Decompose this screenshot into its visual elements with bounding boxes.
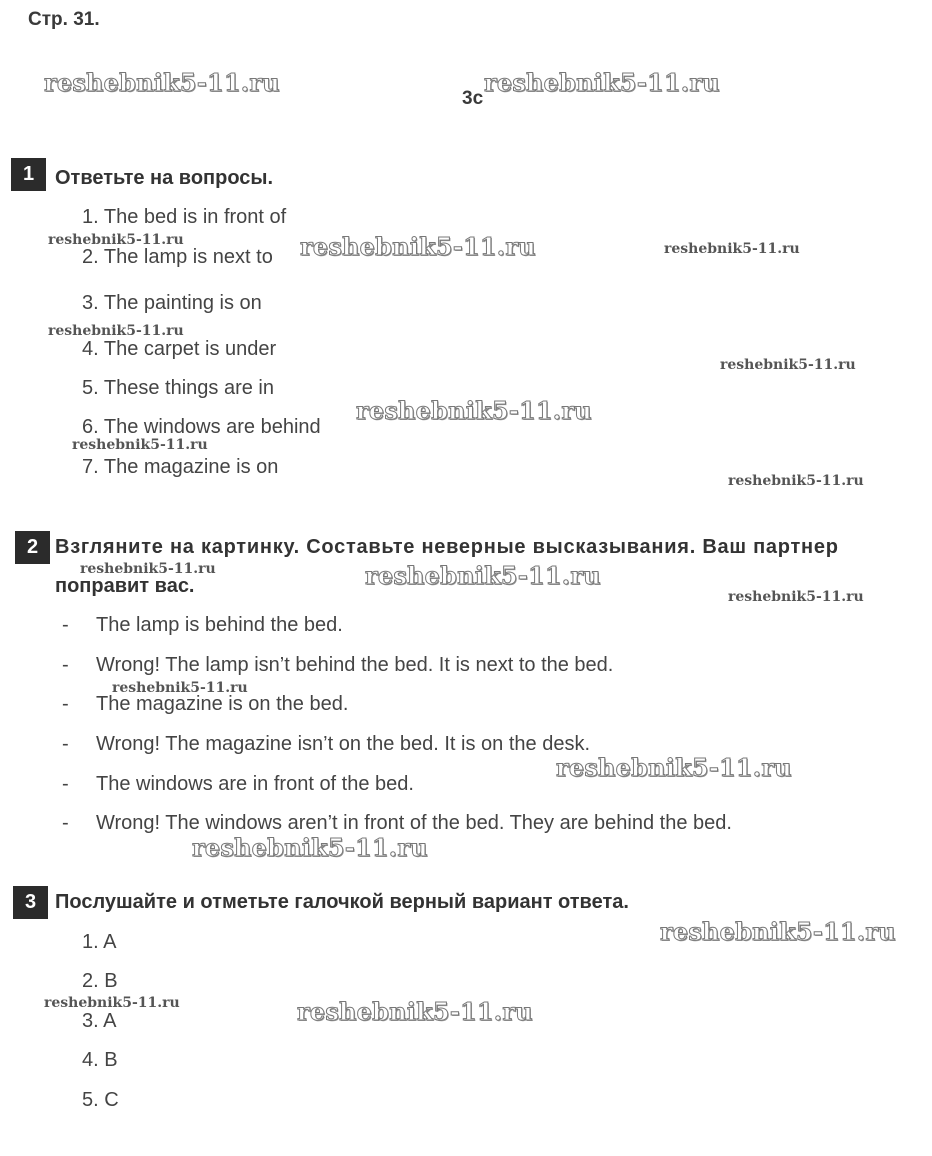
watermark-small: reshebnik5-11.ru (728, 589, 864, 605)
watermark-small: reshebnik5-11.ru (720, 357, 856, 373)
exercise-1-item: 1. The bed is in front of (82, 206, 287, 228)
watermark-small: reshebnik5-11.ru (48, 323, 184, 339)
watermark-small: reshebnik5-11.ru (728, 473, 864, 489)
watermark-small: reshebnik5-11.ru (48, 232, 184, 248)
dash-bullet: - (62, 812, 69, 834)
exercise-3-item: 1. A (82, 931, 117, 953)
exercise-2-title-line-1: Взгляните на картинку. Составьте неверные высказывания. Ваш партнер (55, 536, 839, 558)
exercise-1-item: 6. The windows are behind (82, 416, 321, 438)
exercise-2-item: Wrong! The lamp isn’t behind the bed. It is next to the bed. (96, 654, 614, 676)
watermark: reshebnik5-11.ru (484, 68, 720, 97)
exercise-3-title: Послушайте и отметьте галочкой верный вариант ответа. (55, 891, 629, 913)
exercise-3-item: 5. C (82, 1089, 119, 1111)
dash-bullet: - (62, 733, 69, 755)
exercise-1-item: 4. The carpet is under (82, 338, 277, 360)
watermark: reshebnik5-11.ru (192, 833, 428, 862)
exercise-2-title-line-2: поправит вас. (55, 575, 195, 597)
exercise-3-item: 4. B (82, 1049, 118, 1071)
exercise-1-title: Ответьте на вопросы. (55, 167, 274, 189)
dash-bullet: - (62, 773, 69, 795)
exercise-2-item: Wrong! The windows aren’t in front of the bed. They are behind the bed. (96, 812, 732, 834)
watermark: reshebnik5-11.ru (356, 396, 592, 425)
watermark-small: reshebnik5-11.ru (664, 241, 800, 257)
watermark: reshebnik5-11.ru (556, 753, 792, 782)
dash-bullet: - (62, 693, 69, 715)
watermark: reshebnik5-11.ru (300, 232, 536, 261)
watermark-small: reshebnik5-11.ru (44, 995, 180, 1011)
exercise-2-item: The lamp is behind the bed. (96, 614, 343, 636)
watermark: reshebnik5-11.ru (660, 917, 896, 946)
unit-label: 3c (462, 88, 484, 109)
exercise-3-number: 3 (13, 886, 48, 919)
exercise-2-number: 2 (15, 531, 50, 564)
page-number: Стр. 31. (28, 9, 100, 30)
watermark: reshebnik5-11.ru (297, 997, 533, 1026)
exercise-1-item: 3. The painting is on (82, 292, 262, 314)
exercise-3-item: 2. B (82, 970, 118, 992)
exercise-1-item: 2. The lamp is next to (82, 246, 273, 268)
dash-bullet: - (62, 614, 69, 636)
exercise-1-number: 1 (11, 158, 46, 191)
exercise-2-item: Wrong! The magazine isn’t on the bed. It is on the desk. (96, 733, 590, 755)
exercise-3-item: 3. A (82, 1010, 117, 1032)
watermark-small: reshebnik5-11.ru (112, 680, 248, 696)
exercise-1-item: 7. The magazine is on (82, 456, 279, 478)
exercise-1-item: 5. These things are in (82, 377, 274, 399)
watermark-small: reshebnik5-11.ru (80, 561, 216, 577)
exercise-2-item: The magazine is on the bed. (96, 693, 349, 715)
exercise-2-item: The windows are in front of the bed. (96, 773, 414, 795)
watermark-small: reshebnik5-11.ru (72, 437, 208, 453)
dash-bullet: - (62, 654, 69, 676)
watermark: reshebnik5-11.ru (365, 561, 601, 590)
watermark: reshebnik5-11.ru (44, 68, 280, 97)
